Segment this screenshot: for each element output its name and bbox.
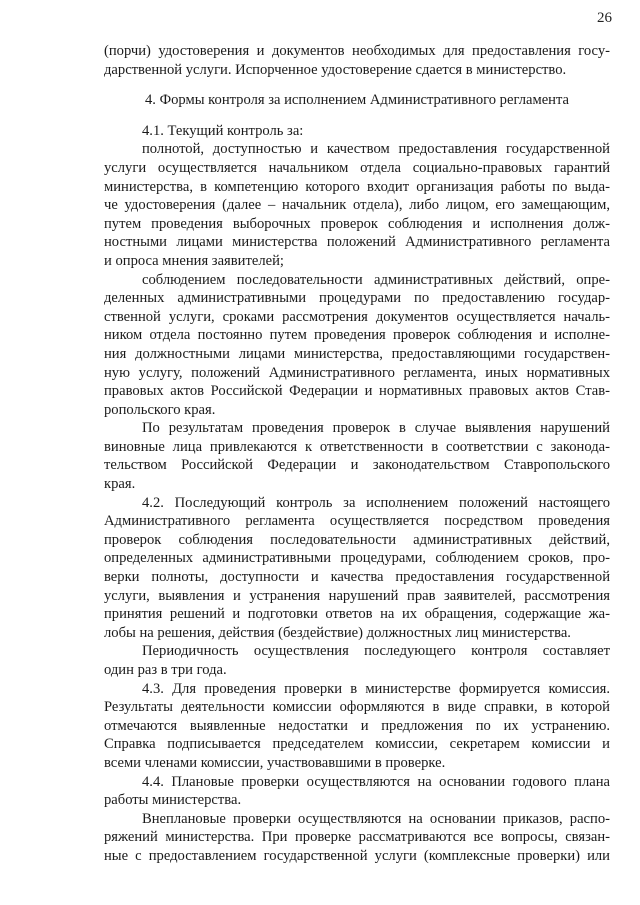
text-line: Административного регламента осуществляется посредством проведения: [104, 513, 610, 530]
text-line: ряжений министерства. При проверке рассматриваются все вопросы, связан-: [104, 829, 610, 846]
text-line: ные с предоставлением государственной услуги (комплексные проверки) или: [104, 847, 610, 864]
text-line: соблюдением последовательности административных действий, опре-: [142, 271, 610, 288]
text-line: один раз в три года.: [104, 662, 227, 678]
text-line: Периодичность осуществления последующего контроля составляет: [142, 643, 610, 660]
text-line: работы министерства.: [104, 792, 242, 809]
paragraph-intro: [104, 42, 610, 79]
text-line: виновные лица привлекаются к ответственности в соответствии с законода-: [104, 438, 610, 455]
paragraph-4-2: [104, 494, 610, 643]
text-line: Справка подписывается председателем комиссии, секретарем комиссии и: [104, 736, 610, 753]
text-line: лобы на решения, действия (бездействие) должностных лиц министерства.: [104, 624, 571, 641]
paragraph-4-1-a: [104, 140, 610, 270]
text-line: 4.1. Текущий контроль за:: [142, 122, 304, 139]
text-line: тельством Российской Федерации и законодательством Ставропольского: [104, 457, 610, 474]
text-line: и опроса мнения заявителей;: [104, 252, 284, 269]
paragraph-4-1: [104, 122, 610, 141]
text-line: ропольского края.: [104, 401, 216, 418]
text-line: деленных административными процедурами по предоставлению государ-: [104, 290, 610, 307]
text-line: дарственной услуги. Испорченное удостоверение сдается в министерство.: [104, 61, 567, 78]
text-line: 4.4. Плановые проверки осуществляются на основании годового плана: [142, 773, 610, 790]
text-line: услуги, выявления и устранения нарушений прав заявителей, рассмотрения: [104, 587, 610, 604]
paragraph-4-4: [104, 773, 610, 810]
text-line: ностными лицами министерства положений Административного регламента: [104, 234, 610, 251]
text-line: 4.3. Для проведения проверки в министерстве формируется комиссия.: [142, 680, 610, 697]
text-line: ния должностными лицами министерства, предоставляющими государствен-: [104, 345, 610, 362]
text-line: правовых актов Российской Федерации и нормативных правовых актов Став-: [104, 383, 610, 400]
paragraph-4-1-b: [104, 271, 610, 420]
document-body: [104, 42, 610, 866]
text-line: ную услугу, положений Административного регламента, иных нормативных: [104, 364, 610, 381]
text-line: проверок соблюдения последовательности административных действий,: [104, 531, 610, 548]
paragraph-4-4-b: [104, 810, 610, 866]
text-line: услуги осуществляется начальником отдела социально-правовых гарантий: [104, 159, 610, 176]
paragraph-4-2-b: [104, 642, 610, 679]
text-line: путем проведения выборочных проверок соблюдения и исполнения долж-: [104, 215, 610, 232]
text-line: определенных административными процедурами, соблюдением сроков, про-: [104, 550, 610, 567]
text-line: принятия решений и подготовки ответов на их обращения, содержащие жа-: [104, 606, 610, 623]
page-number: 26: [597, 10, 612, 26]
paragraph-4-1-c: [104, 419, 610, 493]
text-line: По результатам проведения проверок в случае выявления нарушений: [142, 420, 610, 437]
text-line: ником отдела постоянно путем проведения проверок соблюдения и исполне-: [104, 327, 610, 344]
text-line: полнотой, доступностью и качеством предоставления государственной: [142, 141, 610, 158]
heading-text: 4. Формы контроля за исполнением Административного регламента: [144, 92, 570, 109]
text-line: министерства, в компетенцию которого входит организация работы по выда-: [104, 178, 610, 195]
text-line: края.: [104, 476, 136, 493]
text-line: че удостоверения (далее – начальник отдела), либо лицом, его замещающим,: [104, 197, 610, 214]
text-line: 4.2. Последующий контроль за исполнением положений настоящего: [142, 494, 610, 511]
text-line: отмечаются выявленные недостатки и предложения по их устранению.: [104, 717, 610, 734]
text-line: Внеплановые проверки осуществляются на основании приказов, распо-: [142, 810, 610, 827]
text-line: Результаты деятельности комиссии оформляются в виде справки, в которой: [104, 699, 610, 716]
section-heading: [104, 91, 610, 110]
text-line: верки полноты, доступности и качества предоставления государственной: [104, 569, 610, 586]
text-line: ственной услуги, сроками рассмотрения документов осуществляется началь-: [104, 308, 610, 325]
text-line: (порчи) удостоверения и документов необходимых для предоставления госу-: [104, 43, 610, 59]
paragraph-4-3: [104, 680, 610, 773]
text-line: всеми членами комиссии, участвовавшими в проверке.: [104, 754, 446, 771]
